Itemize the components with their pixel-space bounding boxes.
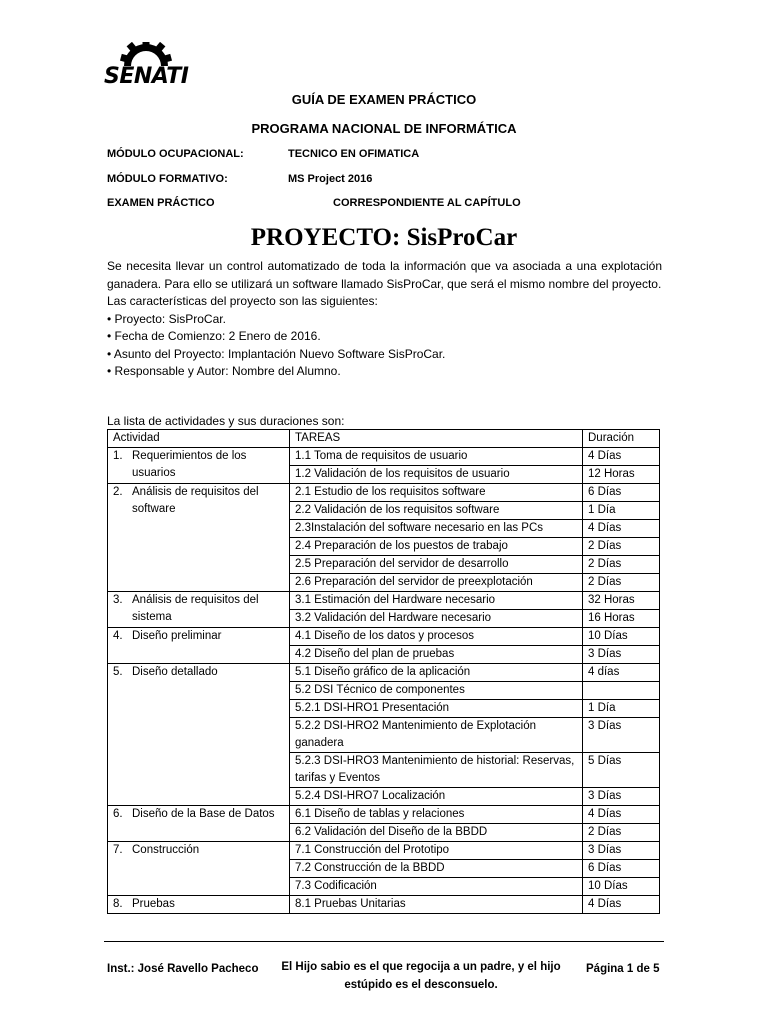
activity-name: Diseño detallado [132, 666, 218, 678]
duration-cell: 4 Días [583, 520, 660, 538]
meta-label-exam: EXAMEN PRÁCTICO [107, 197, 215, 209]
duration-cell: 3 Días [583, 788, 660, 806]
activity-number: 1. [113, 450, 123, 462]
task-cell: 6.2 Validación del Diseño de la BBDD [290, 824, 583, 842]
table-row [108, 484, 660, 502]
intro-paragraph: Se necesita llevar un control automatizado de toda la información que va asociada a una explotación ganadera. Para ello se utilizará un software llamado SisProCar, que será el mismo nombre del proyecto. [107, 259, 662, 291]
table-row [108, 628, 660, 646]
meta-value-module-occupational: TECNICO EN OFIMATICA [288, 148, 420, 160]
duration-cell: 4 Días [583, 806, 660, 824]
activity-cell [108, 896, 290, 914]
activity-number: 5. [113, 666, 123, 678]
table-row [108, 664, 660, 682]
task-cell: 3.1 Estimación del Hardware necesario [290, 592, 583, 610]
duration-cell: 2 Días [583, 538, 660, 556]
activity-name: Análisis de requisitos del sistema [132, 594, 259, 623]
activity-number: 3. [113, 594, 123, 606]
header-cell-activity: Actividad [108, 430, 290, 448]
activity-name: Pruebas [132, 898, 175, 910]
task-cell: 4.1 Diseño de los datos y procesos [290, 628, 583, 646]
task-cell: 2.6 Preparación del servidor de preexplotación [290, 574, 583, 592]
duration-cell: 4 Días [583, 448, 660, 466]
characteristics-list [107, 311, 662, 381]
activity-name: Análisis de requisitos del software [132, 486, 259, 515]
footer-page-number: Página 1 de 5 [586, 963, 660, 975]
duration-cell: 3 Días [583, 718, 660, 753]
task-cell: 2.1 Estudio de los requisitos software [290, 484, 583, 502]
meta-value-module-formative: MS Project 2016 [288, 173, 373, 185]
duration-cell: 6 Días [583, 860, 660, 878]
duration-cell: 5 Días [583, 753, 660, 788]
task-cell: 2.2 Validación de los requisitos software [290, 502, 583, 520]
activity-cell [108, 448, 290, 484]
activity-name: Construcción [132, 844, 200, 856]
task-cell: 8.1 Pruebas Unitarias [290, 896, 583, 914]
duration-cell [583, 682, 660, 700]
meta-label-module-formative: MÓDULO FORMATIVO: [107, 173, 228, 185]
activity-number: 4. [113, 630, 123, 642]
task-cell: 1.1 Toma de requisitos de usuario [290, 448, 583, 466]
duration-cell: 12 Horas [583, 466, 660, 484]
task-cell: 5.1 Diseño gráfico de la aplicación [290, 664, 583, 682]
meta-label-module-occupational: MÓDULO OCUPACIONAL: [107, 148, 244, 160]
table-row [108, 592, 660, 610]
table-intro: La lista de actividades y sus duraciones son: [107, 414, 345, 428]
activity-name: Diseño preliminar [132, 630, 222, 642]
header-cell-duration: Duración [583, 430, 660, 448]
activity-cell [108, 592, 290, 628]
task-cell: 4.2 Diseño del plan de pruebas [290, 646, 583, 664]
task-cell: 7.1 Construcción del Prototipo [290, 842, 583, 860]
list-item: • Asunto del Proyecto: Implantación Nuevo Software SisProCar. [107, 346, 662, 364]
activity-cell [108, 806, 290, 842]
list-item: • Responsable y Autor: Nombre del Alumno. [107, 363, 662, 381]
task-cell: 2.5 Preparación del servidor de desarrollo [290, 556, 583, 574]
footer-instructor: Inst.: José Ravello Pacheco [107, 963, 259, 975]
duration-cell: 2 Días [583, 556, 660, 574]
duration-cell: 6 Días [583, 484, 660, 502]
header-cell-tasks: TAREAS [290, 430, 583, 448]
duration-cell: 3 Días [583, 646, 660, 664]
table-row [108, 842, 660, 860]
footer-quote: El Hijo sabio es el que regocija a un padre, y el hijo estúpido es el desconsuelo. [281, 961, 561, 991]
task-cell: 5.2 DSI Técnico de componentes [290, 682, 583, 700]
task-cell: 7.2 Construcción de la BBDD [290, 860, 583, 878]
task-cell: 1.2 Validación de los requisitos de usuario [290, 466, 583, 484]
duration-cell: 1 Día [583, 502, 660, 520]
activity-number: 2. [113, 486, 123, 498]
table-header-row [108, 430, 660, 448]
guide-title: GUÍA DE EXAMEN PRÁCTICO [291, 92, 477, 107]
duration-cell: 16 Horas [583, 610, 660, 628]
activity-number: 7. [113, 844, 123, 856]
duration-cell: 1 Día [583, 700, 660, 718]
activities-table [107, 429, 660, 914]
characteristics-intro: Las características del proyecto son las siguientes: [107, 294, 378, 308]
duration-cell: 32 Horas [583, 592, 660, 610]
activity-number: 6. [113, 808, 123, 820]
duration-cell: 3 Días [583, 842, 660, 860]
senati-logo [104, 42, 228, 92]
task-cell: 6.1 Diseño de tablas y relaciones [290, 806, 583, 824]
activity-name: Requerimientos de los usuarios [132, 450, 247, 479]
duration-cell: 2 Días [583, 824, 660, 842]
task-cell: 2.3Instalación del software necesario en las PCs [290, 520, 583, 538]
list-item: • Fecha de Comienzo: 2 Enero de 2016. [107, 328, 662, 346]
task-cell: 2.4 Preparación de los puestos de trabajo [290, 538, 583, 556]
activity-cell [108, 842, 290, 896]
table-row [108, 896, 660, 914]
list-item: • Proyecto: SisProCar. [107, 311, 662, 329]
project-title: PROYECTO: SisProCar [250, 224, 518, 251]
footer-divider [104, 941, 664, 942]
activity-cell [108, 628, 290, 664]
table-row [108, 806, 660, 824]
table-row [108, 448, 660, 466]
logo-text: SENATI [104, 64, 189, 89]
intro-section [107, 258, 662, 381]
task-cell: 5.2.1 DSI-HRO1 Presentación [290, 700, 583, 718]
task-cell: 5.2.2 DSI-HRO2 Mantenimiento de Explotación ganadera [290, 718, 583, 753]
duration-cell: 10 Días [583, 878, 660, 896]
duration-cell: 10 Días [583, 628, 660, 646]
duration-cell: 4 días [583, 664, 660, 682]
activity-name: Diseño de la Base de Datos [132, 808, 275, 820]
activity-cell [108, 664, 290, 806]
duration-cell: 2 Días [583, 574, 660, 592]
task-cell: 5.2.4 DSI-HRO7 Localización [290, 788, 583, 806]
task-cell: 3.2 Validación del Hardware necesario [290, 610, 583, 628]
task-cell: 7.3 Codificación [290, 878, 583, 896]
program-title: PROGRAMA NACIONAL DE INFORMÁTICA [251, 121, 517, 136]
activity-number: 8. [113, 898, 123, 910]
activity-cell [108, 484, 290, 592]
task-cell: 5.2.3 DSI-HRO3 Mantenimiento de historial: Reservas, tarifas y Eventos [290, 753, 583, 788]
duration-cell: 4 Días [583, 896, 660, 914]
meta-value-exam: CORRESPONDIENTE AL CAPÍTULO [333, 197, 521, 209]
